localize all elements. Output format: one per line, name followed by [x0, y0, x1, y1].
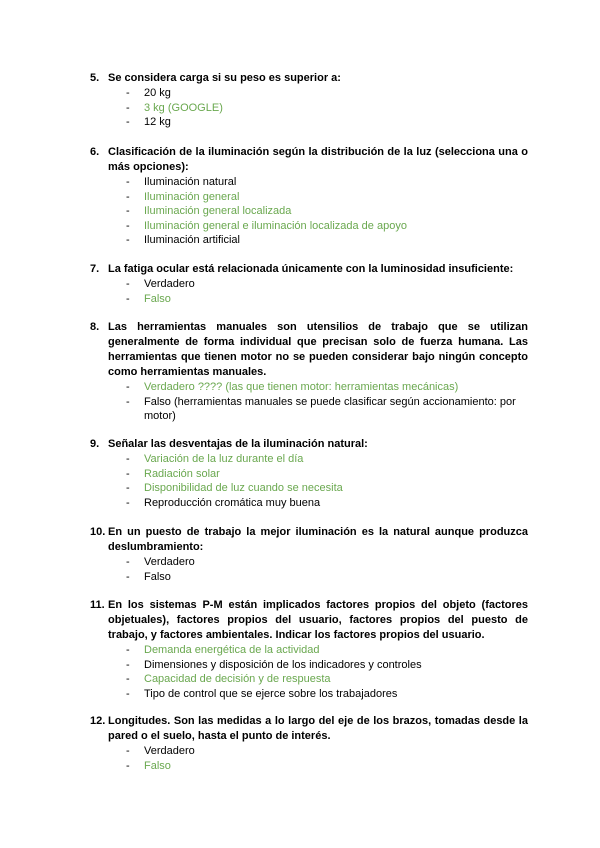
question-number: 9. [90, 438, 100, 450]
question-number: 11. [90, 599, 105, 611]
option-text-highlighted: Falso [144, 759, 171, 772]
question-8 [90, 320, 528, 424]
option-item [90, 759, 528, 774]
option-item [90, 175, 528, 190]
option-item [90, 496, 528, 511]
bullet-dash: - [126, 745, 130, 757]
option-text-highlighted: Verdadero ???? (las que tienen motor: herramientas mecánicas) [144, 381, 459, 393]
option-text: 20 kg [144, 87, 171, 99]
option-item [90, 277, 528, 292]
option-item [90, 555, 528, 570]
question-number: 5. [90, 72, 100, 84]
bullet-dash: - [126, 395, 130, 408]
question-text: En los sistemas P-M están implicados factores propios del objeto (factores objetuales), factores propios del usuario, factores propios del puesto de trabajo, y factores ambientales. Indicar los factores propios del usuario. [108, 599, 528, 641]
option-text: Iluminación natural [144, 176, 237, 188]
option-item [90, 233, 528, 248]
option-text: Falso [144, 570, 171, 583]
option-item [90, 219, 528, 234]
question-text: Las herramientas manuales son utensilios de trabajo que se utilizan generalmente de forma individual que precisan solo de fuerza humana. Las herramientas que tienen motor no se pueden considerar bajo ningún concepto como herramientas manuales. [108, 321, 528, 378]
option-item [90, 687, 528, 702]
bullet-dash: - [126, 453, 130, 465]
option-text: Iluminación artificial [144, 234, 240, 247]
option-text: Verdadero [144, 556, 195, 568]
question-5 [90, 71, 528, 130]
option-text-highlighted: Iluminación general [144, 190, 240, 203]
option-text-highlighted: Falso [144, 292, 171, 305]
question-11 [90, 598, 528, 701]
option-text: Verdadero [144, 278, 195, 290]
option-item [90, 643, 528, 658]
option-text: Tipo de control que se ejerce sobre los trabajadores [144, 687, 398, 700]
option-item [90, 115, 528, 130]
options-list [90, 555, 528, 584]
option-text-highlighted: Radiación solar [144, 467, 220, 480]
option-item [90, 204, 528, 219]
bullet-dash: - [126, 205, 130, 218]
options-list [90, 452, 528, 510]
options-list [90, 744, 528, 773]
options-list [90, 175, 528, 248]
question-number: 6. [90, 146, 100, 158]
question-text: Señalar las desventajas de la iluminación natural: [108, 438, 368, 450]
bullet-dash: - [126, 673, 130, 686]
question-text: Longitudes. Son las medidas a lo largo del eje de los brazos, tomadas desde la pared o el suelo, hasta el punto de interés. [108, 715, 528, 742]
bullet-dash: - [126, 759, 130, 772]
question-text: Clasificación de la iluminación según la distribución de la luz (selecciona una o más opciones): [108, 146, 528, 173]
bullet-dash: - [126, 190, 130, 203]
option-item [90, 658, 528, 673]
option-text-highlighted: Iluminación general localizada [144, 205, 292, 218]
question-9 [90, 437, 528, 510]
question-12 [90, 714, 528, 773]
bullet-dash: - [126, 570, 130, 583]
option-item [90, 452, 528, 467]
option-text-highlighted: Variación de la luz durante el día [144, 453, 304, 465]
bullet-dash: - [126, 87, 130, 99]
option-text: 12 kg [144, 116, 171, 129]
option-item [90, 467, 528, 482]
option-item [90, 672, 528, 687]
options-list [90, 643, 528, 701]
option-text-highlighted: Iluminación general e iluminación localizada de apoyo [144, 219, 407, 232]
option-item [90, 395, 528, 424]
option-item [90, 744, 528, 759]
question-text: En un puesto de trabajo la mejor iluminación es la natural aunque produzca deslumbramiento: [108, 526, 528, 553]
question-number: 12. [90, 715, 106, 727]
option-item [90, 292, 528, 307]
bullet-dash: - [126, 496, 130, 509]
bullet-dash: - [126, 467, 130, 480]
option-text-highlighted: Disponibilidad de luz cuando se necesita [144, 482, 343, 495]
option-item [90, 101, 528, 116]
option-text: Dimensiones y disposición de los indicadores y controles [144, 658, 422, 671]
option-text-highlighted: 3 kg (GOOGLE) [144, 101, 223, 114]
option-item [90, 481, 528, 496]
bullet-dash: - [126, 644, 130, 656]
option-item [90, 570, 528, 585]
options-list [90, 277, 528, 306]
bullet-dash: - [126, 381, 130, 393]
options-list [90, 380, 528, 424]
bullet-dash: - [126, 687, 130, 700]
bullet-dash: - [126, 176, 130, 188]
bullet-dash: - [126, 658, 130, 671]
bullet-dash: - [126, 219, 130, 232]
question-7 [90, 262, 528, 306]
question-6 [90, 145, 528, 248]
question-number: 7. [90, 263, 100, 275]
bullet-dash: - [126, 101, 130, 114]
option-text-highlighted: Capacidad de decisión y de respuesta [144, 673, 331, 686]
options-list [90, 86, 528, 130]
bullet-dash: - [126, 482, 130, 495]
question-number: 8. [90, 321, 100, 333]
option-item [90, 190, 528, 205]
option-text: Falso (herramientas manuales se puede clasificar según accionamiento: por motor) [144, 395, 516, 423]
question-text: Se considera carga si su peso es superior a: [108, 72, 341, 84]
option-text-highlighted: Demanda energética de la actividad [144, 644, 320, 656]
option-text: Verdadero [144, 745, 195, 757]
question-number: 10. [90, 526, 106, 538]
option-item [90, 380, 528, 395]
bullet-dash: - [126, 116, 130, 129]
bullet-dash: - [126, 278, 130, 290]
question-text: La fatiga ocular está relacionada únicamente con la luminosidad insuficiente: [108, 263, 514, 275]
option-item [90, 86, 528, 101]
bullet-dash: - [126, 234, 130, 247]
bullet-dash: - [126, 292, 130, 305]
question-10 [90, 525, 528, 584]
option-text: Reproducción cromática muy buena [144, 496, 321, 509]
bullet-dash: - [126, 556, 130, 568]
